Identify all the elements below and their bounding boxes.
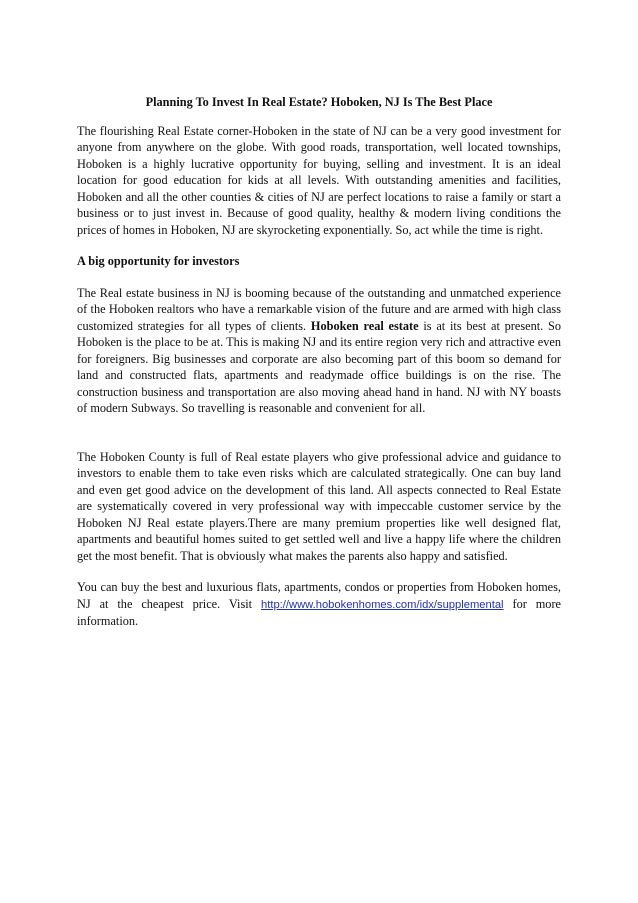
paragraph-visit-text-start: You can buy the best and luxurious flats, apartments, condos or properties from Hoboken homes, NJ at the cheapest price. Visit: [77, 580, 561, 611]
paragraph-opportunity: [77, 285, 561, 417]
hoboken-real-estate-bold: Hoboken real estate: [310, 318, 419, 333]
paragraph-visit: [77, 579, 561, 630]
paragraph-intro: The flourishing Real Estate corner-Hoboken in the state of NJ can be a very good investment for anyone from anywhere on the globe. With good roads, transportation, well located townships, Hoboken is a highly lucrative opportunity for buying, selling and investment. It is an ideal location for good education for kids at all levels. With outstanding amenities and facilities, Hoboken and all the other counties & cities of NJ are perfect locations to raise a family or start a business or to just invest in. Because of good quality, healthy & modern living conditions the prices of homes in Hoboken, NJ are skyrocketing exponentially. So, act while the time is right.: [77, 123, 561, 237]
paragraph-opportunity-text-start: The Real estate business in NJ is booming because of the outstanding and unmatched experience of the Hoboken realtors who have a remarkable vision of the future and are armed with high class customized strategies for all types of clients.: [77, 285, 561, 333]
document-body: [77, 94, 561, 630]
paragraph-opportunity-text-end: is at its best at present. So Hoboken is the place to be at. This is making NJ and its entire region very rich and attractive even for foreigners. Big businesses and corporate are also becoming part of this boom so demand for land and constructed flats, apartments and readymade office buildings is on the rise. The construction business and transportation are also moving ahead hand in hand. NJ with NY boasts of modern Subways. So travelling is reasonable and convenient for all.: [77, 318, 561, 415]
hobokenhomes-link[interactable]: http://www.hobokenhomes.com/idx/supplemental: [261, 598, 504, 611]
paragraph-county: The Hoboken County is full of Real estate players who give professional advice and guidance to investors to enable them to take even risks which are calculated strategically. One can buy land and even get good advice on the development of this land. All aspects connected to Real Estate are systematically covered in very professional way with impeccable customer service by the Hoboken NJ Real estate players.There are many premium properties like well designed flat, apartments and beautiful homes suited to get settled well and live a happy life where the children get the most benefit. That is obviously what makes the parents also happy and satisfied.: [77, 449, 561, 563]
section-heading: A big opportunity for investors: [77, 254, 240, 268]
paragraph-visit-text-end: for more information.: [77, 596, 561, 628]
document-title: Planning To Invest In Real Estate? Hoboken, NJ Is The Best Place: [145, 95, 493, 109]
